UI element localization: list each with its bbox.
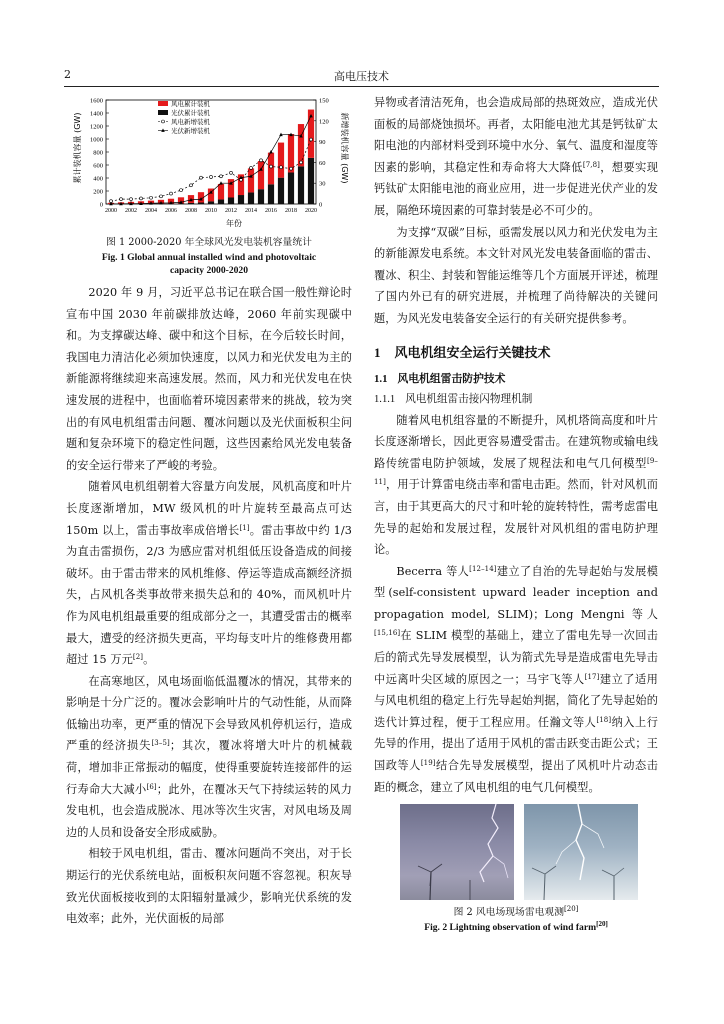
marker-wind-new [280, 166, 283, 169]
x-tick-label: 2020 [305, 208, 317, 214]
legend-label: 光伏新增装机 [171, 127, 210, 135]
bar-pv-cumulative [298, 166, 304, 204]
marker-wind-new [250, 166, 253, 169]
bar-pv-cumulative [258, 189, 264, 204]
paragraph-lightning: 随着风电机组朝着大容量方向发展，风机高度和叶片长度逐渐增加，MW 级风机的叶片旋转至最高点可达 150m 以上，雷击事故率成倍增长[1]。雷击事故中约 1/3 为直击雷损伤，2/3 为感应雷对机组低压设备造成的间接破坏。由于雷击带来的风机维修、停运等造成高额经济损失，占风机各类事故带来损失总和的 40%，而风机叶片作为风电机组最重要的组成部分之一，其遭受雷击的概率最大，遭受的经济损失更高，平均每支叶片的维修费用都超过 15 万元[2]。 [66, 480, 352, 667]
capacity-chart [66, 92, 352, 232]
y-tick-label-right: 90 [319, 139, 326, 147]
y-tick-label-left: 1400 [90, 110, 103, 118]
legend-label: 风电新增装机 [171, 118, 210, 126]
bar-wind-cumulative [298, 124, 304, 166]
figure-1 [66, 92, 352, 232]
page-number: 2 [64, 68, 71, 81]
y-tick-label-left: 400 [93, 175, 103, 183]
bar-pv-cumulative [278, 178, 284, 204]
y-tick-label-right: 120 [319, 118, 329, 126]
bar-wind-cumulative [218, 184, 224, 199]
x-tick-label: 2014 [245, 208, 257, 214]
x-tick-label: 2008 [185, 208, 197, 214]
bar-pv-cumulative [308, 158, 314, 204]
marker-wind-new [120, 198, 123, 201]
marker-wind-new [170, 192, 173, 195]
figure-2-caption-cn: 图 2 风电场现场雷电观测[20] [453, 905, 579, 919]
x-tick-label: 2002 [125, 208, 137, 214]
y-tick-label-left: 800 [93, 149, 103, 157]
y-axis-label-left: 累计装机容量 (GW) [73, 112, 82, 184]
legend-label: 光伏累计装机 [171, 109, 210, 117]
x-axis-label: 年份 [226, 219, 242, 228]
marker-wind-new [230, 171, 233, 174]
paragraph-lightning-mechanism: 随着风电机组容量的不断提升，风机塔筒高度和叶片长度逐渐增长，因此更容易遭受雷击。在建筑物或输电线路传统雷电防护领域，发展了规程法和电气几何模型[9–11]，用于计算雷电绕击率和雷电击距。然而，针对风机而言，由于其更高大的尺寸和叶轮的旋转特性，需考虑雷电先导的起始和发展过程，发展针对风机组的雷电防护理论。 [374, 413, 658, 557]
y-tick-label-right: 0 [319, 201, 323, 209]
marker-wind-new [310, 138, 313, 141]
y-tick-label-right: 60 [319, 159, 326, 167]
bar-pv-cumulative [218, 199, 224, 204]
bar-pv-cumulative [248, 192, 254, 204]
marker-wind-new [180, 189, 183, 192]
marker-wind-new [150, 196, 153, 199]
bar-wind-cumulative [268, 153, 274, 185]
paragraph-encapsulation: 异物或者清洁死角，也会造成局部的热斑效应，造成光伏面板的局部烧蚀损坏。再者，太阳能电池尤其是钙钛矿太阳电池的内部材料受到环境中水分、氧气、温度和湿度等因素的影响，其稳定性和寿命将大大降低[7,8]，想要实现钙钛矿太阳能电池的商业应用，进一步促进光伏产业的发展，隔绝环境因素的可靠封装是必不可少的。 [374, 96, 658, 217]
y-tick-label-left: 1200 [90, 123, 103, 131]
marker-wind-new [210, 175, 213, 178]
paragraph-leader-models: Becerra 等人[12–14]建立了自治的先导起始与发展模型(self-consistent upward leader inception and propagation model, SLIM)；Long Mengni 等人[15,16]在 SLIM 模型的基础上，建立了雷电先导一次回击后的箭式先导发展模型，认为箭式先导是造成雷电先导击中远离叶尖区域的原因之一；马宇飞等人[17]建立了适用与风电机组的稳定上行先导起始判据，简化了先导起始的迭代计算过程，便于工程应用。任瀚文等人[18]纳入上行先导的作用，提出了适用于风机的雷击跃变击距公式；王国政等人[19]结合先导发展模型，提出了风机叶片动态击距的概念，建立了风电机组的电气几何模型。 [374, 564, 658, 794]
y-tick-label-right: 30 [319, 180, 326, 188]
legend-marker-wind-new [162, 120, 165, 123]
y-tick-label-left: 600 [93, 162, 103, 170]
x-tick-label: 2016 [265, 208, 277, 214]
paragraph-icing: 在高寒地区，风电场面临低温覆冰的情况，其带来的影响是十分广泛的。覆冰会影响叶片的气动性能，从而降低输出功率，更严重的情况下会导致风机停机运行，造成严重的经济损失[3–5]；其次，覆冰将增大叶片的机械载荷，增加非正常振动的幅度，使得重要旋转连接部件的运行寿命大大减小[6]；此外，在覆冰天气下持续运转的风力发电机，也会造成脱冰、甩冰等次生灾害，对风电场及周边的人员和设备安全形成威胁。 [66, 674, 352, 839]
bar-pv-cumulative [198, 203, 204, 204]
plot-frame [106, 100, 316, 204]
paragraph-carbon-goal: 2020 年 9 月，习近平总书记在联合国一般性辩论时宣布中国 2030 年前碳排放达峰，2060 年前实现碳中和。为支撑碳达峰、碳中和这个目标，在今后较长时间，我国电力清洁化必须加快速度，以风力和光伏发电为主的新能源将继续迎来高速发展。然而，风力和光伏发电在快速发展的进程中，也面临着环境因素带来的挑战，较为突出的有风电机组雷击问题、覆冰问题以及光伏面板积尘问题和复杂环境下的稳定性问题，这些因素给风光发电装备的安全运行带来了严峻的考验。 [66, 286, 352, 472]
marker-wind-new [220, 175, 223, 178]
x-tick-label: 2000 [105, 208, 117, 214]
bar-pv-cumulative [208, 201, 214, 204]
y-tick-label-right: 150 [319, 97, 329, 105]
bar-wind-cumulative [288, 134, 294, 172]
bar-pv-cumulative [238, 195, 244, 204]
y-tick-label-left: 1600 [90, 97, 103, 105]
marker-wind-new [270, 165, 273, 168]
x-tick-label: 2004 [145, 208, 157, 214]
marker-wind-new [140, 197, 143, 200]
y-tick-label-left: 0 [99, 201, 103, 209]
marker-wind-new [260, 159, 263, 162]
legend-swatch-wind-cumulative [158, 101, 168, 106]
left-column [66, 92, 352, 930]
section-1-heading: 1 风电机组安全运行关键技术 [374, 344, 551, 361]
journal-title: 高电压技术 [334, 70, 389, 83]
bar-wind-cumulative [278, 143, 284, 178]
figure-1-caption-en: Fig. 1 Global annual installed wind and photovoltaic capacity 2000-2020 [101, 252, 317, 276]
figure-1-caption-cn: 图 1 2000-2020 年全球风光发电装机容量统计 [106, 237, 312, 248]
lightning-photo-right [524, 804, 638, 900]
y-axis-label-right: 新增装机容量 (GW) [340, 112, 349, 184]
legend-marker-pv-new [161, 129, 165, 132]
marker-wind-new [190, 184, 193, 187]
bar-wind-cumulative [248, 168, 254, 192]
marker-wind-new [160, 195, 163, 198]
marker-wind-new [290, 167, 293, 170]
lightning-photo-left [400, 804, 514, 900]
x-tick-label: 2012 [225, 208, 237, 214]
marker-wind-new [130, 198, 133, 201]
paragraph-scope: 为支撑“双碳”目标，亟需发展以风力和光伏发电为主的新能源发电系统。本文针对风光发电装备面临的雷击、覆冰、积尘、封装和智能运维等几个方面展开评述，梳理了国内外已有的研究进展，并梳理了尚待解决的关键问题，为风光发电装备安全运行的有关研究提供参考。 [374, 225, 658, 325]
marker-wind-new [200, 176, 203, 179]
x-tick-label: 2010 [205, 208, 217, 214]
figure-2-caption-en: Fig. 2 Lightning observation of wind farm[20] [424, 920, 608, 934]
section-1-1-1-heading: 1.1.1 风电机组雷击接闪物理机制 [374, 392, 533, 405]
right-column [374, 92, 658, 934]
x-tick-label: 2018 [285, 208, 297, 214]
bar-pv-cumulative [188, 203, 194, 204]
section-1-1-heading: 1.1 风电机组雷击防护技术 [374, 371, 506, 385]
bar-pv-cumulative [228, 198, 234, 205]
bar-pv-cumulative [268, 184, 274, 204]
marker-wind-new [300, 161, 303, 164]
legend-label: 风电累计装机 [171, 100, 210, 108]
page-header [64, 68, 659, 87]
bar-pv-cumulative [288, 172, 294, 204]
figure-2-photos [374, 804, 658, 900]
x-tick-label: 2006 [165, 208, 177, 214]
y-tick-label-left: 200 [93, 188, 103, 196]
y-tick-label-left: 1000 [90, 136, 103, 144]
legend-swatch-pv-cumulative [158, 110, 168, 115]
paragraph-dust: 相较于风电机组，雷击、覆冰问题尚不突出，对于长期运行的光伏系统电站，面板积灰问题不容忽视。积灰导致光伏面板接收到的太阳辐射量减少，影响光伏系统的发电效率；此外，光伏面板的局部 [66, 847, 352, 926]
